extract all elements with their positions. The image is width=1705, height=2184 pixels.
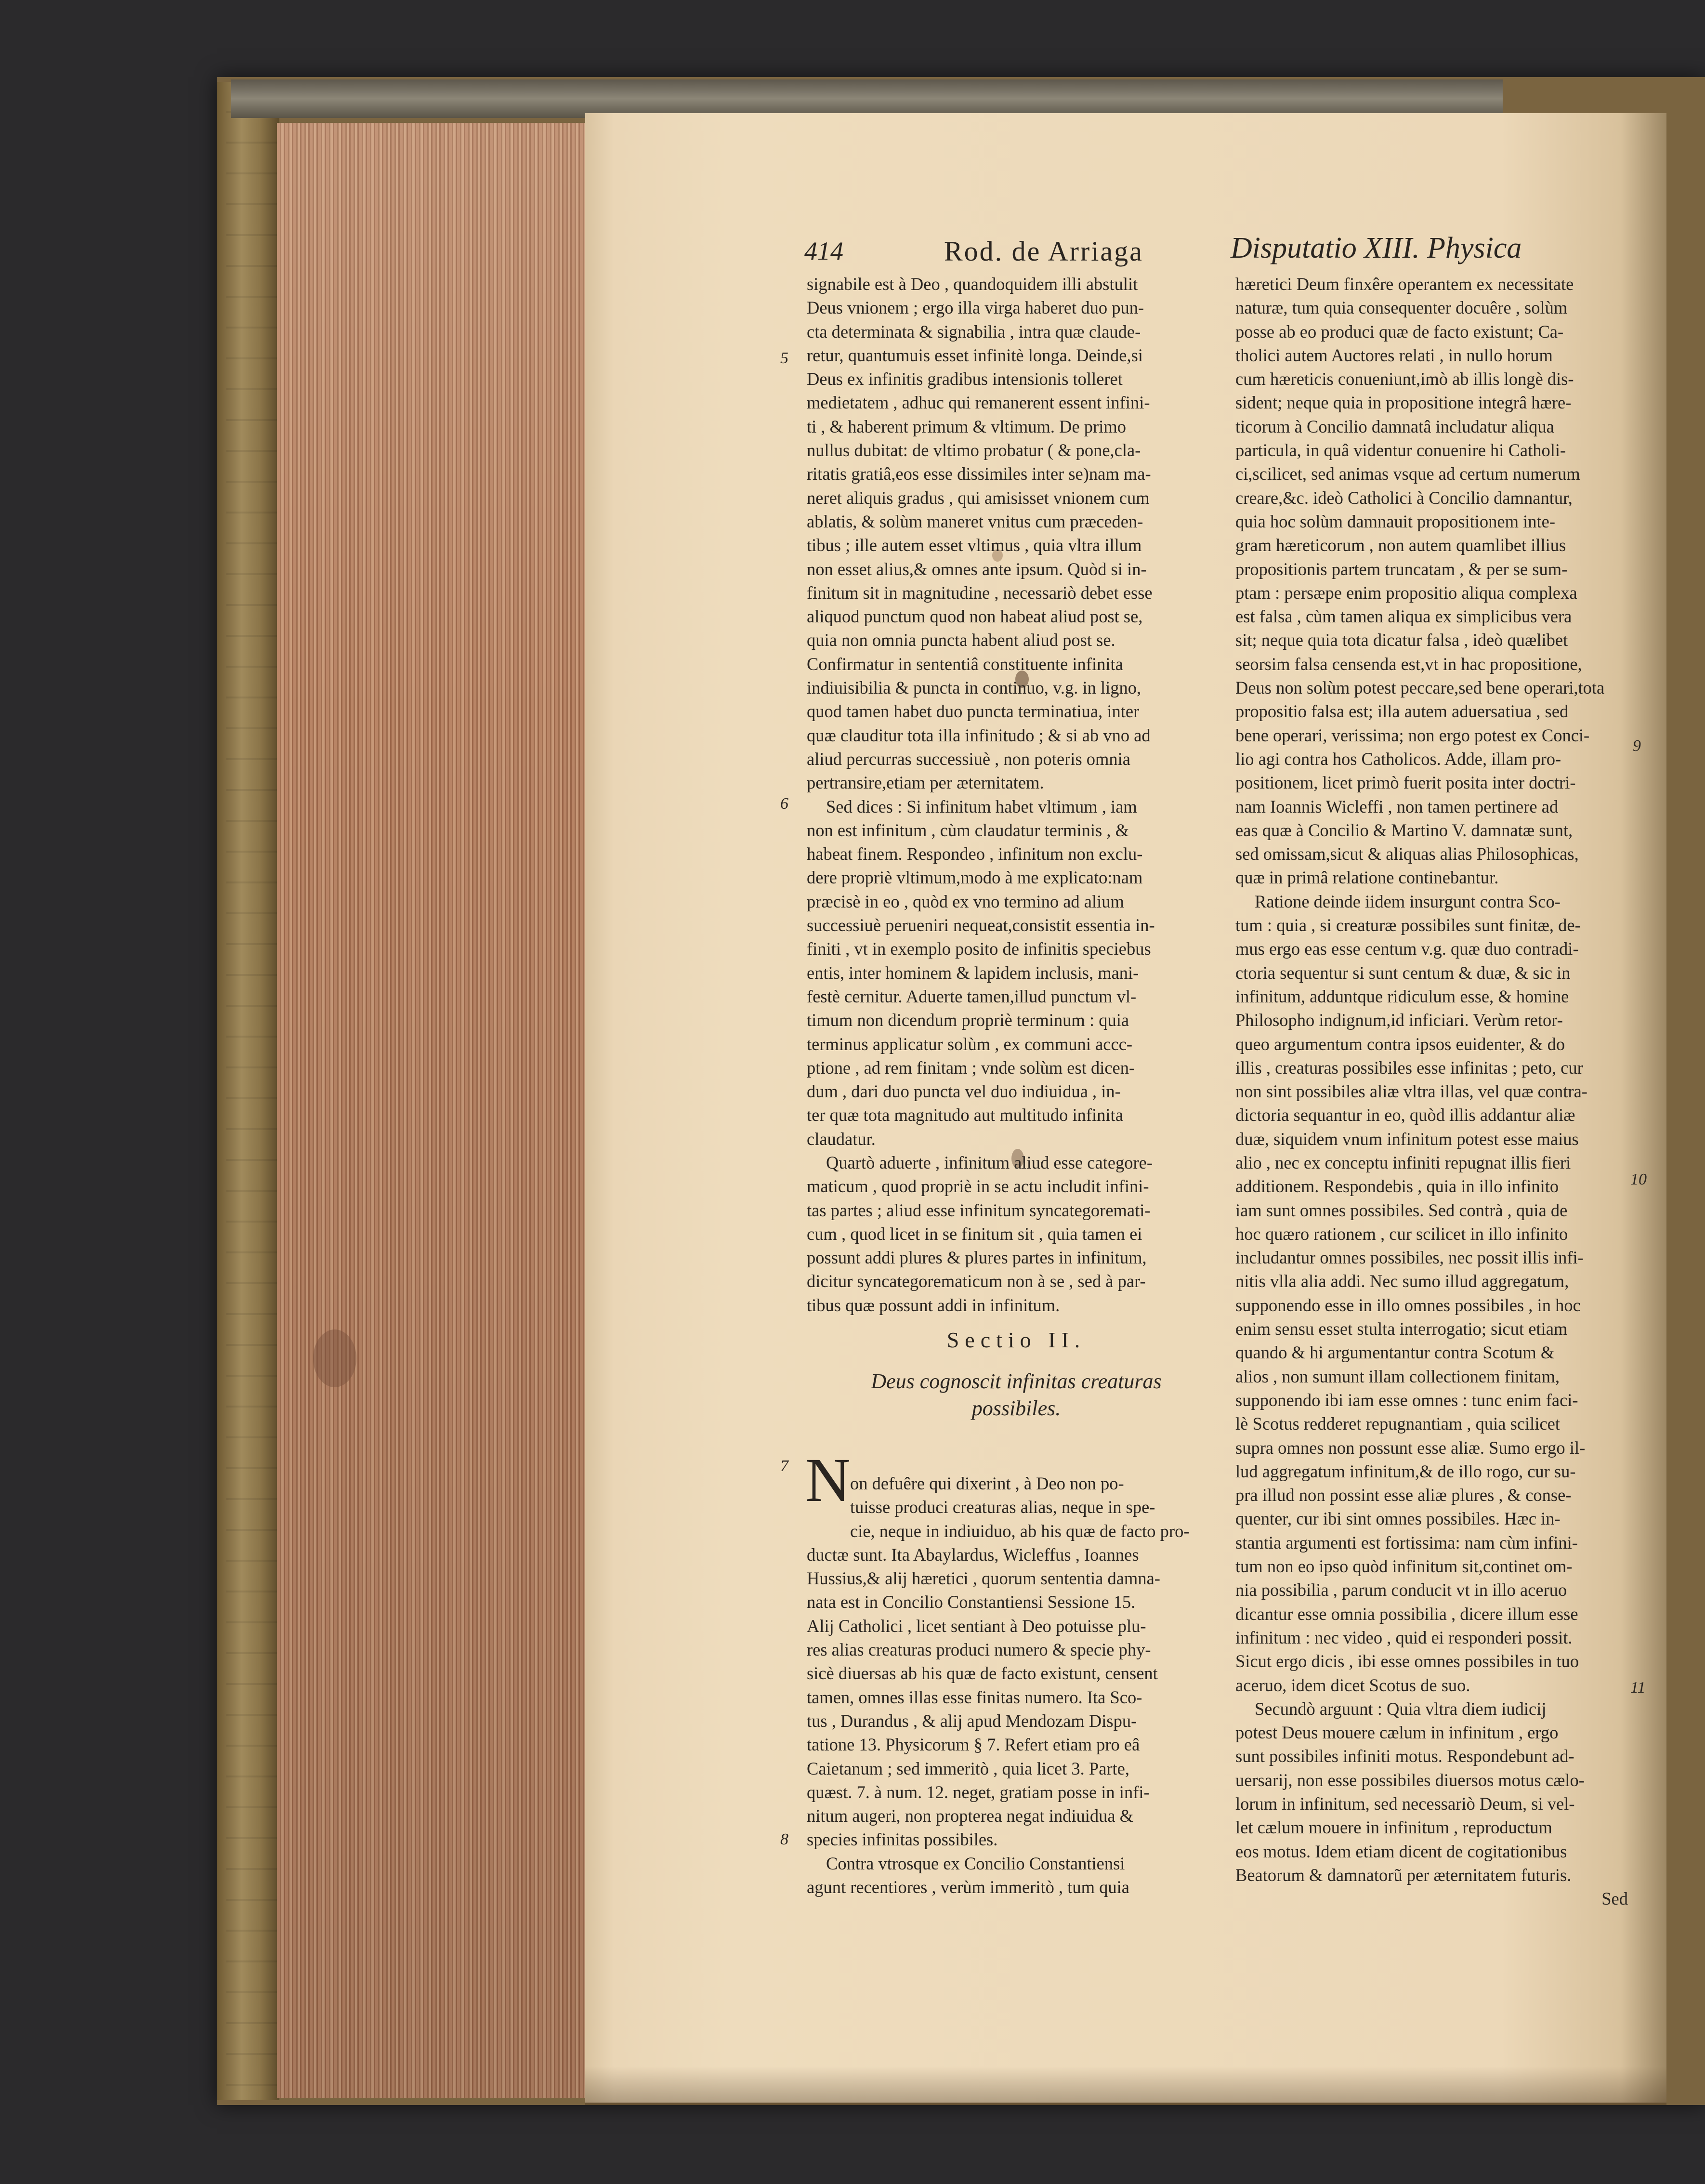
text-line: pra illud non possint esse aliæ plures , & conse-	[1235, 1485, 1572, 1505]
text-line: stantia argumenti est fortissima: nam cùm infini-	[1235, 1532, 1578, 1552]
text-line: quia hoc solùm damnauit propositionem inte-	[1235, 511, 1555, 531]
text-line: tatione 13. Physicorum § 7. Refert etiam pro eâ	[807, 1735, 1140, 1755]
text-line: dicitur syncategorematicum non à se , sed à par-	[807, 1271, 1146, 1291]
text-line: Alij Catholici , licet sentiant à Deo potuisse plu-	[807, 1616, 1146, 1636]
text-line: bene operari, verissima; non ergo potest ex Conci-	[1235, 725, 1590, 745]
text-line: ctoria sequentur si sunt centum & duæ, & sic in	[1235, 962, 1571, 983]
text-line: supponendo ibi iam esse omnes : tunc enim faci-	[1235, 1390, 1578, 1410]
text-line: cum , quod licet in se finitum sit , quia tamen ei	[807, 1224, 1142, 1244]
text-line: hoc quæro rationem , cur scilicet in illo infinito	[1235, 1224, 1568, 1244]
text-line: gram hæreticorum , non autem quamlibet illius	[1235, 535, 1566, 555]
text-line: retur, quantumuis esset infinitè longa. Deinde,si	[807, 345, 1143, 365]
text-line: lio agi contra hos Catholicos. Adde, illam pro-	[1235, 749, 1561, 769]
text-line: creare,&c. ideò Catholici à Concilio damnantur,	[1235, 487, 1573, 508]
text-line: sit; neque quia tota dicatur falsa , ideò quælibet	[1235, 630, 1568, 650]
text-line: tas partes ; aliud esse infinitum syncategoremati-	[807, 1200, 1151, 1220]
text-line: finiti , vt in exemplo posito de infinitis speciebus	[807, 939, 1151, 959]
text-line: supra omnes non possunt esse aliæ. Sumo ergo il-	[1235, 1437, 1586, 1458]
running-header	[804, 231, 1556, 270]
text-line: Contra vtrosque ex Concilio Constantiensi	[826, 1853, 1125, 1873]
text-line: res alias creaturas produci numero & specie phy-	[807, 1640, 1151, 1660]
margin-number: 6	[780, 795, 788, 813]
text-line: est falsa , cùm tamen aliqua ex simplicibus vera	[1235, 606, 1572, 627]
text-line: particula, in quâ videntur conuenire hi Catholi-	[1235, 440, 1566, 460]
text-line: nullus dubitat: de vltimo probatur ( & pone,cla-	[807, 440, 1141, 460]
text-line: entis, inter hominem & lapidem inclusis, mani-	[807, 962, 1139, 983]
text-line: festè cernitur. Aduerte tamen,illud punctum vl-	[807, 986, 1137, 1006]
text-line: lud aggregatum infinitum,& de illo rogo, cur su-	[1235, 1461, 1576, 1481]
text-line: ticorum à Concilio damnatâ includatur aliqua	[1235, 416, 1554, 436]
text-line: posse ab eo produci quæ de facto existunt; Ca-	[1235, 321, 1564, 342]
text-line: propositio falsa est; illa autem aduersatiua , sed	[1235, 701, 1569, 722]
text-line: mus ergo eas esse centum v.g. quæ duo contradi-	[1235, 939, 1579, 959]
text-line: sident; neque quia in propositione integrâ hære-	[1235, 393, 1572, 413]
left-column	[807, 272, 1226, 1317]
text-line: uersarij, non esse possibiles diuersos motus cælo-	[1235, 1770, 1585, 1790]
text-line: tuisse produci creaturas alias, neque in spe-	[850, 1497, 1155, 1517]
text-line: positionem, licet primò fuerit posita inter doctri-	[1235, 773, 1576, 793]
text-line: on defuêre qui dixerint , à Deo non po-	[850, 1474, 1124, 1493]
text-line: infinitum : nec video , quid ei responderi possit.	[1235, 1627, 1573, 1647]
text-line: Quartò aduerte , infinitum aliud esse categore-	[826, 1152, 1153, 1172]
page-edges-shade	[277, 123, 585, 2098]
text-line: habeat finem. Respondeo , infinitum non exclu-	[807, 844, 1143, 864]
running-title: Disputatio XIII. Physica	[1231, 232, 1522, 264]
text-line: tibus ; ille autem esset vltimus , quia vltra illum	[807, 535, 1142, 555]
text-line: pertransire,etiam per æternitatem.	[807, 773, 1044, 793]
right-column	[1235, 272, 1628, 1910]
text-line: dum , dari duo puncta vel duo indiuidua , in-	[807, 1081, 1121, 1102]
text-line: dictoria sequantur in eo, quòd illis addantur aliæ	[1235, 1105, 1575, 1125]
margin-number: 11	[1630, 1679, 1646, 1697]
text-line: tibus quæ possunt addi in infinitum.	[807, 1295, 1060, 1315]
page-number: 414	[804, 237, 843, 265]
text-line: Secundò arguunt : Quia vltra diem iudicij	[1255, 1698, 1547, 1719]
text-line: ablatis, & solùm maneret vnitus cum præceden-	[807, 511, 1143, 531]
text-line: agunt recentiores , verùm immeritò , tum quia	[807, 1877, 1129, 1897]
text-line: Philosopho indignum,id inficiari. Verùm retor-	[1235, 1010, 1563, 1030]
text-line: lorum in infinitum, sed necessariò Deum, si vel-	[1235, 1794, 1575, 1814]
text-line: aliquod punctum quod non habeat aliud post se,	[807, 606, 1143, 627]
text-line: cum hæreticis conueniunt,imò ab illis longè dis-	[1235, 369, 1574, 389]
text-line: tholici autem Auctores relati , in nullo horum	[1235, 345, 1553, 365]
margin-number: 7	[780, 1457, 788, 1475]
text-line: cie, neque in indiuiduo, ab his quæ de facto pro-	[850, 1521, 1190, 1541]
left-column-lower	[807, 1472, 1226, 1899]
text-line: supponendo esse in illo omnes possibiles , in hoc	[1235, 1295, 1581, 1315]
text-line: sed omissam,sicut & aliquas alias Philosophicas,	[1235, 844, 1579, 864]
text-line: queo argumentum contra ipsos euidenter, & do	[1235, 1034, 1565, 1054]
section-subtitle	[807, 1368, 1226, 1422]
section-subtitle-line: possibiles.	[971, 1396, 1061, 1420]
text-line: seorsim falsa censenda est,vt in hac propositione,	[1235, 654, 1582, 674]
text-line: iam sunt omnes possibiles. Sed contrà , quia de	[1235, 1200, 1568, 1220]
text-line: quæ in primâ relatione continebantur.	[1235, 868, 1499, 888]
text-line: includantur omnes possibiles, nec possit illis infi-	[1235, 1248, 1584, 1268]
text-line: nitum augeri, non propterea negat indiuidua &	[807, 1806, 1134, 1826]
text-line: Ratione deinde iidem insurgunt contra Sco-	[1255, 891, 1561, 911]
text-line: timum non dicendum propriè terminum : quia	[807, 1010, 1129, 1030]
text-line: medietatem , adhuc qui remanerent essent infini-	[807, 393, 1150, 413]
text-line: quenter, cur ibi sint omnes possibiles. Hæc in-	[1235, 1509, 1561, 1529]
text-line: Sed	[1601, 1889, 1628, 1909]
text-line: tum non eo ipso quòd infinitum sit,continet om-	[1235, 1556, 1573, 1577]
text-line: potest Deus mouere cælum in infinitum , ergo	[1235, 1723, 1559, 1743]
drop-cap: N	[805, 1446, 851, 1515]
text-line: Confirmatur in sententiâ constituente infinita	[807, 654, 1123, 674]
text-line: Sed dices : Si infinitum habet vltimum , iam	[826, 796, 1137, 816]
text-line: Deus vnionem ; ergo illa virga haberet duo pun-	[807, 298, 1144, 318]
text-line: Deus ex infinitis gradibus intensionis tolleret	[807, 369, 1123, 389]
text-line: quæst. 7. à num. 12. neget, gratiam posse in infi-	[807, 1782, 1150, 1802]
text-line: cta determinata & signabilia , intra quæ claude-	[807, 321, 1141, 342]
text-line: signabile est à Deo , quandoquidem illi abstulit	[807, 274, 1138, 294]
text-line: nam Ioannis Wicleffi , non tamen pertinere ad	[1235, 796, 1559, 816]
text-line: Sicut ergo dicis , ibi esse omnes possibiles in tuo	[1235, 1651, 1579, 1671]
text-line: ductæ sunt. Ita Abaylardus, Wicleffus , Ioannes	[807, 1544, 1139, 1565]
text-line: alio , nec ex conceptu infiniti repugnat illis fieri	[1235, 1152, 1571, 1172]
text-line: ci,scilicet, sed animas vsque ad certum numerum	[1235, 464, 1580, 484]
text-line: successiuè perueniri nequeat,consistit essentia in-	[807, 915, 1155, 935]
text-line: sicè diuersas ab his quæ de facto existunt, censent	[807, 1663, 1158, 1684]
margin-number: 8	[780, 1830, 788, 1848]
running-author: Rod. de Arriaga	[944, 236, 1143, 267]
text-line: enim sensu esset stulta interrogatio; sicut etiam	[1235, 1319, 1568, 1339]
text-line: nata est in Concilio Constantiensi Sessione 15.	[807, 1592, 1136, 1612]
text-line: non esset alius,& omnes ante ipsum. Quòd si in-	[807, 559, 1147, 579]
text-line: Beatorum & damnatorũ per æternitatem futuris.	[1235, 1865, 1572, 1885]
text-line: quæ clauditur tota illa infinitudo ; & si ab vno ad	[807, 725, 1151, 745]
text-line: finitum sit in magnitudine , necessariò debet esse	[807, 582, 1153, 603]
text-line: quod tamen habet duo puncta terminatiua, inter	[807, 701, 1140, 722]
text-line: Deus non solùm potest peccare,sed bene operari,tota	[1235, 678, 1605, 698]
text-line: eas quæ à Concilio & Martino V. damnatæ sunt,	[1235, 820, 1573, 840]
text-line: lè Scotus redderet repugnantiam , quia scilicet	[1235, 1414, 1561, 1434]
text-line: maticum , quod propriè in se actu includit infini-	[807, 1176, 1149, 1197]
text-line: tus , Durandus , & alij apud Mendozam Dispu-	[807, 1710, 1137, 1731]
text-line: præcisè in eo , quòd ex vno termino ad alium	[807, 891, 1124, 911]
text-line: tum : quia , si creaturæ possibiles sunt finitæ, de-	[1235, 915, 1581, 935]
text-line: additionem. Respondebis , quia in illo infinito	[1235, 1176, 1559, 1197]
text-line: ritatis gratiâ,eos esse dissimiles inter se)nam ma-	[807, 464, 1151, 484]
text-line: aceruo, idem dicet Scotus de suo.	[1235, 1675, 1470, 1695]
text-line: ti , & haberent primum & vltimum. De primo	[807, 416, 1126, 436]
text-line: Hussius,& alij hæretici , quorum sententia damna-	[807, 1568, 1160, 1589]
spine-texture	[226, 82, 279, 2100]
text-line: alios , non sumunt illam collectionem finitam,	[1235, 1366, 1560, 1386]
section-subtitle-line: Deus cognoscit infinitas creaturas	[871, 1369, 1162, 1393]
text-line: infinitum, adduntque ridiculum esse, & homine	[1235, 986, 1569, 1006]
text-line: nia possibilia , parum conducit vt in illo aceruo	[1235, 1580, 1567, 1600]
margin-number: 5	[780, 349, 788, 367]
text-line: duæ, siquidem vnum infinitum potest esse maius	[1235, 1129, 1579, 1149]
text-line: ptam : persæpe enim propositio aliqua complexa	[1235, 582, 1577, 603]
page-bottom-shadow	[585, 2066, 1666, 2105]
text-line: claudatur.	[807, 1129, 876, 1149]
text-line: Caietanum ; sed immeritò , quia licet 3. Parte,	[807, 1758, 1130, 1778]
text-line: naturæ, tum quia consequenter docuêre , solùm	[1235, 298, 1568, 318]
page-edge-stain	[313, 1329, 356, 1387]
text-line: ter quæ tota magnitudo aut multitudo infinita	[807, 1105, 1123, 1125]
text-line: eos motus. Idem etiam dicent de cogitationibus	[1235, 1841, 1567, 1861]
section-heading: Sectio II.	[946, 1328, 1086, 1352]
text-line: indiuisibilia & puncta in continuo, v.g. in ligno,	[807, 678, 1141, 698]
text-line: hæretici Deum finxêre operantem ex necessitate	[1235, 274, 1574, 294]
book-top-board	[231, 79, 1503, 118]
text-line: quia non omnia puncta habent aliud post se.	[807, 630, 1115, 650]
text-line: non sint possibiles aliæ vltra illas, vel quæ contra-	[1235, 1081, 1587, 1102]
text-line: sunt possibiles infiniti motus. Respondebunt ad-	[1235, 1746, 1574, 1766]
margin-number: 9	[1633, 737, 1641, 755]
text-line: dicantur esse omnia possibilia , dicere illum esse	[1235, 1604, 1578, 1624]
text-line: non est infinitum , cùm claudatur terminis , &	[807, 820, 1129, 840]
text-line: nitis vlla alia addi. Nec sumo illud aggregatum,	[1235, 1271, 1569, 1291]
text-line: aliud percurras successiuè , non poteris omnia	[807, 749, 1131, 769]
text-line: neret aliquis gradus , qui amisisset vnionem cum	[807, 487, 1150, 508]
text-line: terminus applicatur solùm , ex communi accc-	[807, 1034, 1133, 1054]
margin-number: 10	[1630, 1171, 1647, 1188]
text-line: quando & hi argumentantur contra Scotum &	[1235, 1342, 1555, 1363]
text-line: propositionis partem truncatam , & per se sum-	[1235, 559, 1568, 579]
text-line: ptione , ad rem finitam ; vnde solùm est dicen-	[807, 1057, 1135, 1078]
text-line: illis , creaturas possibiles esse infinitas ; peto, cur	[1235, 1057, 1583, 1078]
text-line: tamen, omnes illas esse finitas numero. Ita Sco-	[807, 1687, 1142, 1707]
text-line: possunt addi plures & plures partes in infinitum,	[807, 1248, 1147, 1268]
text-line: dere propriè vltimum,modo à me explicato:nam	[807, 868, 1143, 888]
text-line: let cælum mouere in infinitum , reproductum	[1235, 1817, 1552, 1838]
text-line: species infinitas possibiles.	[807, 1829, 998, 1850]
